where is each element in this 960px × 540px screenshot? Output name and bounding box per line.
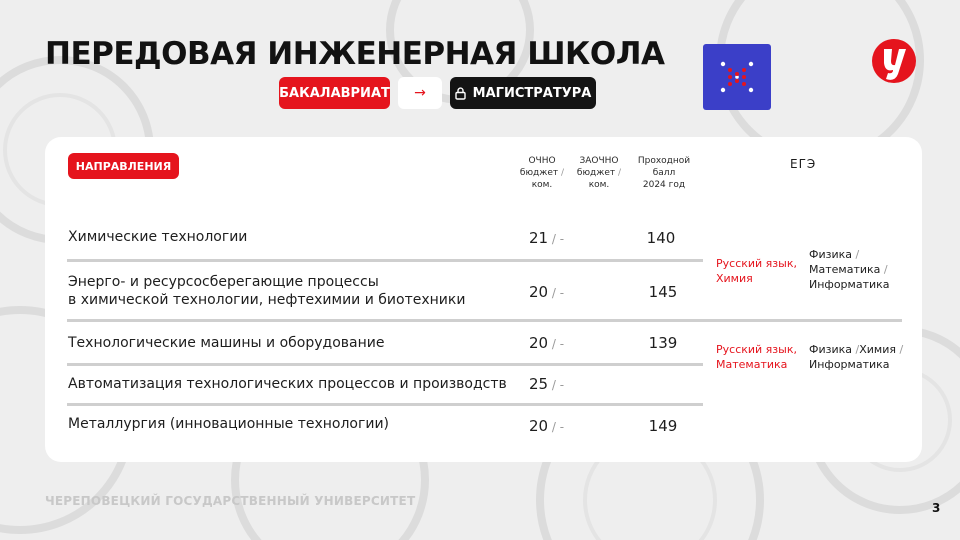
header-ege: ЕГЭ: [790, 157, 817, 171]
school-logo-icon: [703, 44, 771, 110]
school-logo: [703, 44, 771, 110]
ege-required-subjects: Русский язык, Математика: [716, 343, 797, 371]
arrow-right-icon[interactable]: →: [398, 77, 442, 109]
passing-score: 139: [648, 334, 678, 352]
budget-places: 20 / -: [529, 283, 565, 301]
ege-required-subjects: Русский язык, Химия: [716, 257, 797, 285]
bachelor-button[interactable]: БАКАЛАВРИАТ: [279, 77, 390, 109]
directions-table: [45, 137, 922, 462]
master-button[interactable]: [450, 77, 596, 109]
header-part-time: ЗАОЧНО бюджет / ком.: [576, 156, 622, 190]
direction-name: Энерго- и ресурсосберегающие процессы в химической технологии, нефтехимии и биотехники: [68, 274, 466, 308]
row-divider: [67, 259, 703, 262]
header-full-time: ОЧНО бюджет / ком.: [519, 156, 565, 190]
direction-name: Химические технологии: [68, 229, 248, 245]
row-divider: [67, 319, 902, 322]
footer-university-name: ЧЕРЕПОВЕЦКИЙ ГОСУДАРСТВЕННЫЙ УНИВЕРСИТЕТ: [45, 494, 416, 508]
master-label: МАГИСТРАТУРА: [472, 85, 592, 101]
ege-optional-subjects: Физика /Химия / Информатика: [809, 343, 904, 371]
passing-score: 145: [648, 283, 678, 301]
page-number: 3: [932, 501, 941, 515]
budget-places: 20 / -: [529, 334, 565, 352]
direction-name: Автоматизация технологических процессов и производств: [68, 376, 507, 392]
passing-score: 140: [646, 229, 676, 247]
budget-places: 21 / -: [529, 229, 565, 247]
budget-places: 25 / -: [529, 375, 565, 393]
header-passing-score: Проходной балл 2024 год: [637, 156, 691, 190]
budget-places: 20 / -: [529, 417, 565, 435]
ege-optional-subjects: Физика / Математика / Информатика: [809, 248, 890, 291]
lock-icon: [455, 87, 466, 100]
direction-name: Технологические машины и оборудование: [68, 335, 385, 351]
university-brand-icon: [871, 38, 917, 84]
row-divider: [67, 403, 703, 406]
row-divider: [67, 363, 703, 366]
directions-tag: НАПРАВЛЕНИЯ: [68, 153, 179, 179]
direction-name: Металлургия (инновационные технологии): [68, 416, 390, 432]
page-title: ПЕРЕДОВАЯ ИНЖЕНЕРНАЯ ШКОЛА: [45, 36, 665, 72]
passing-score: 149: [648, 417, 678, 435]
